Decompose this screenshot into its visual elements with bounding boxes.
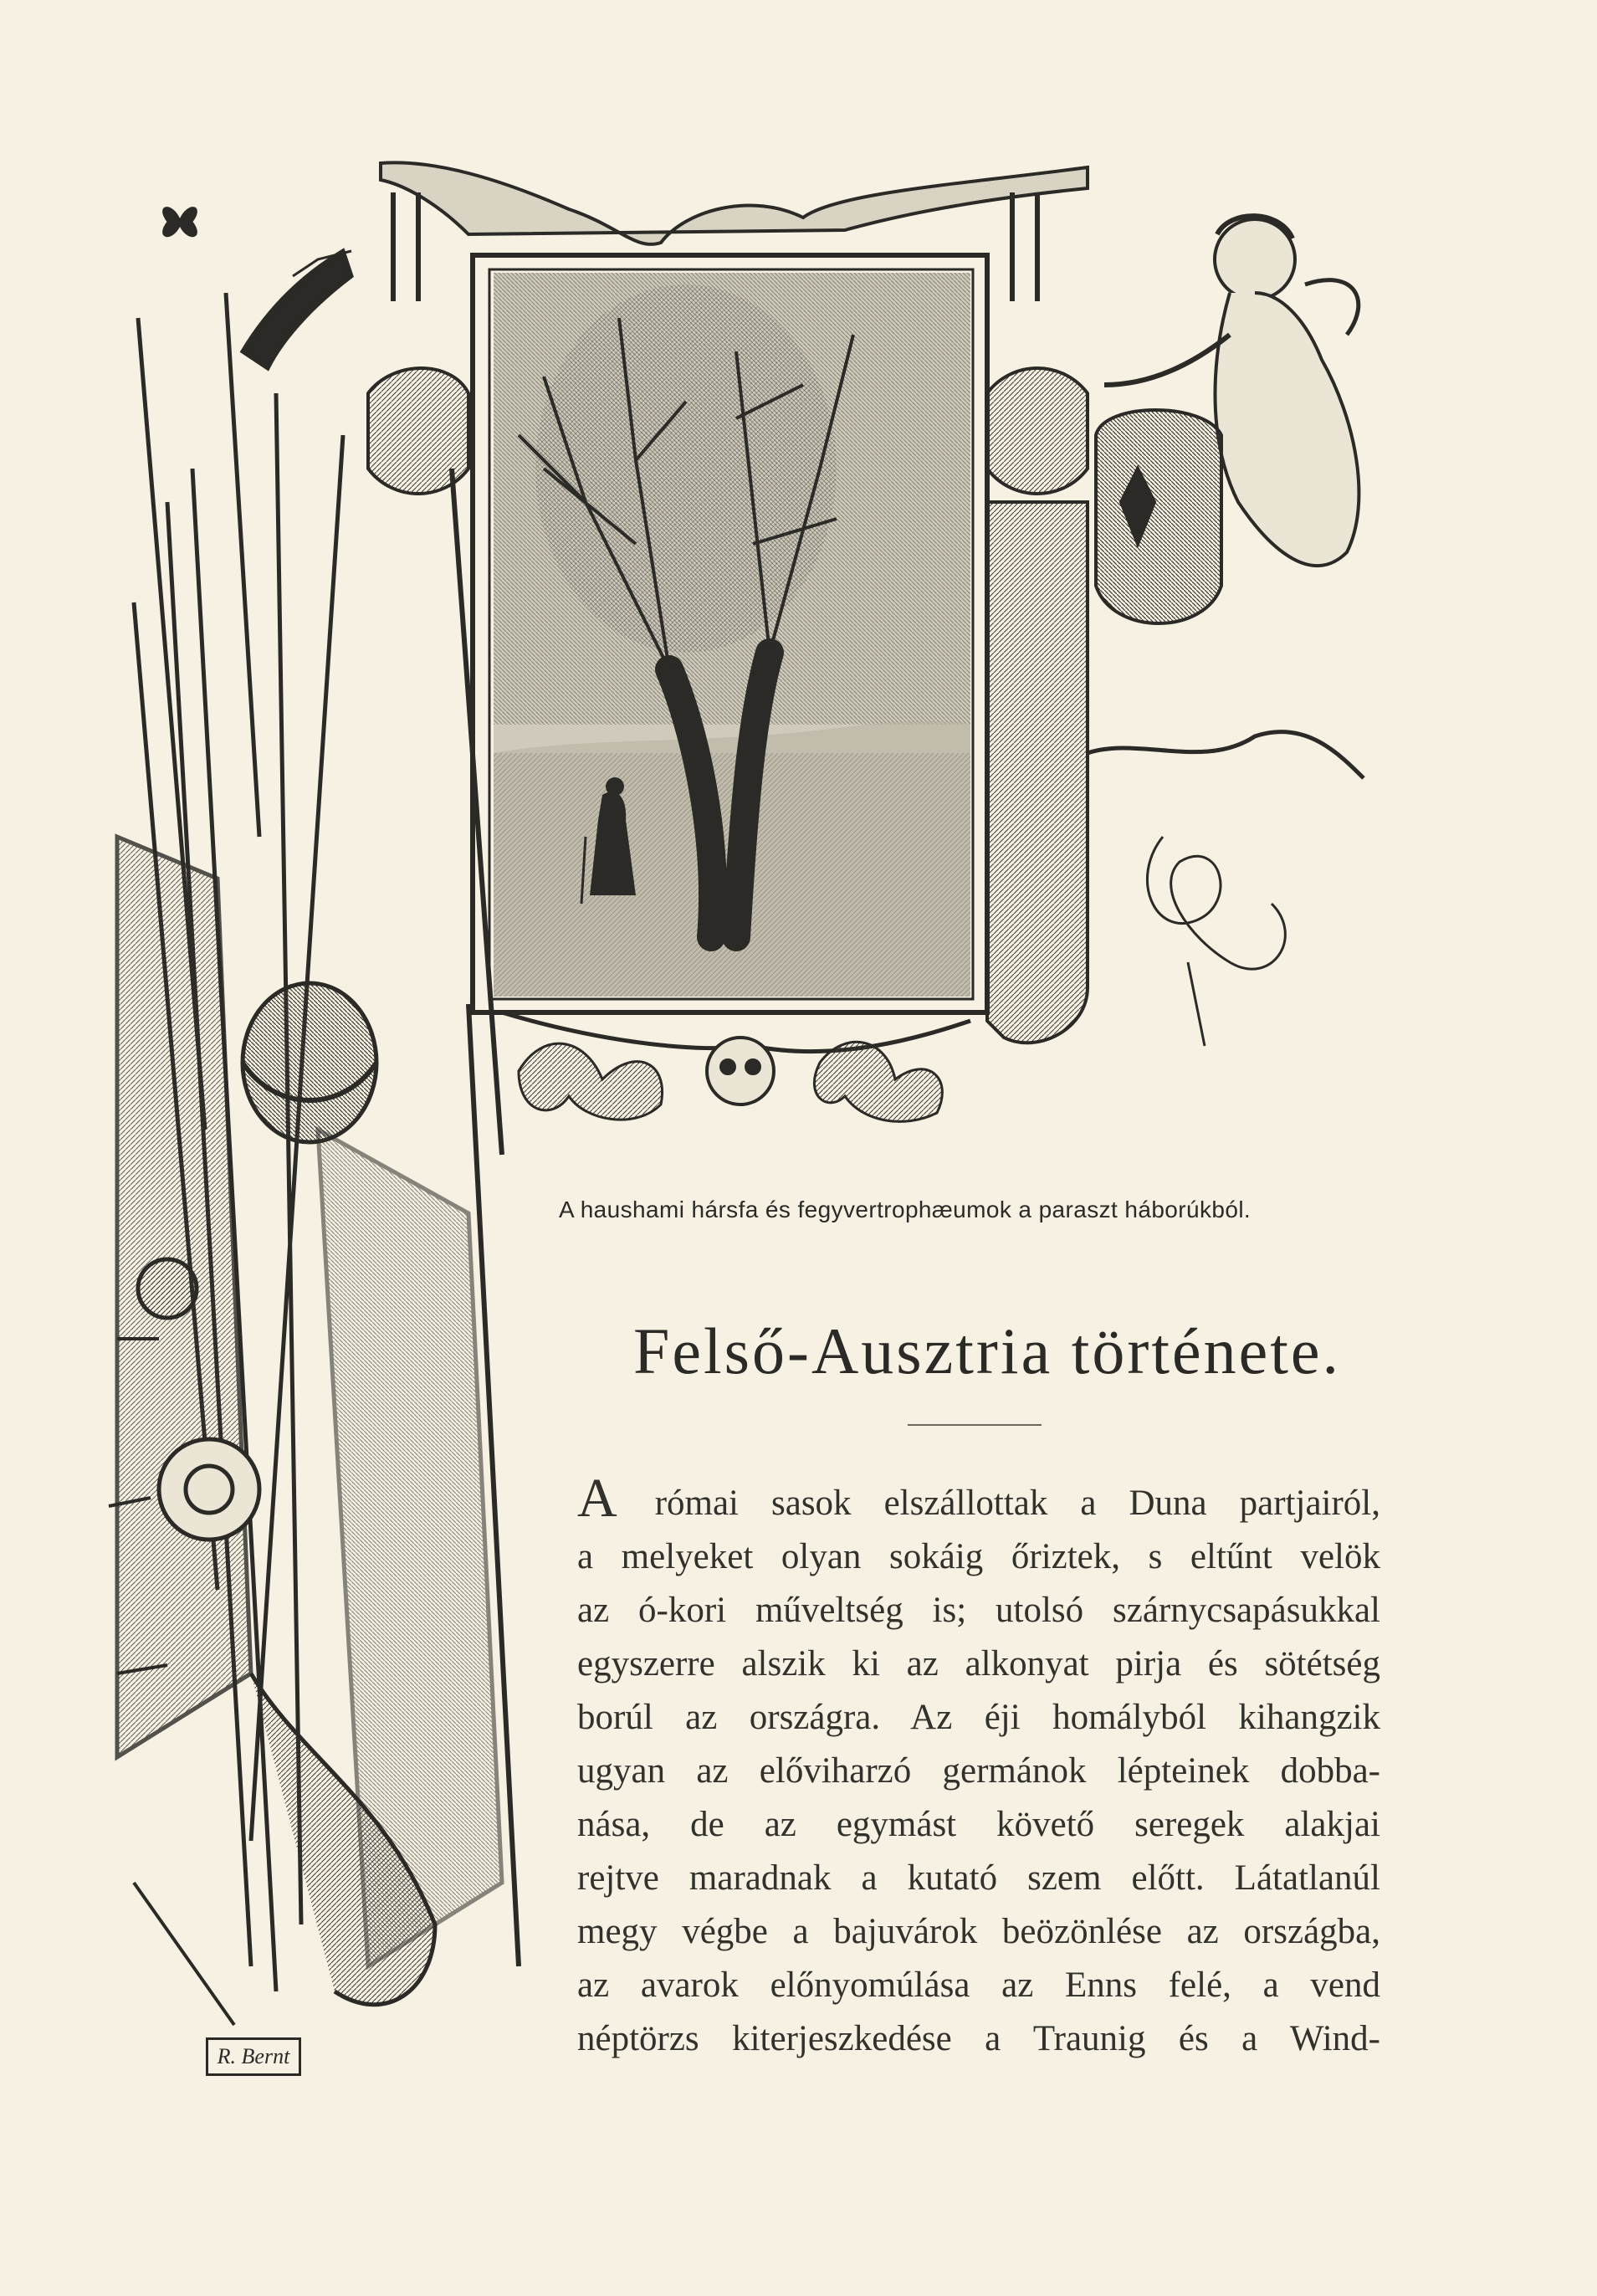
text-line: megy végbe a bajuvárok beözönlése az országba,	[577, 1912, 1380, 1951]
text-line: egyszerre alszik ki az alkonyat pirja és sötétség	[577, 1644, 1380, 1684]
text-line: ugyan az előviharzó germánok lépteinek dobba-	[577, 1751, 1380, 1791]
body-paragraph	[577, 1477, 1380, 2066]
cherub-with-coat-of-arms	[1088, 216, 1364, 1046]
text-line: borúl az országra. Az éji homályból kihangzik	[577, 1698, 1380, 1737]
text-line: rejtve maradnak a kutató szem előtt. Látatlanúl	[577, 1858, 1380, 1898]
weapon-trophy	[109, 251, 519, 2025]
butterfly-ornament	[163, 208, 197, 237]
text-line: nása, de az egymást követő seregek alakjai	[577, 1805, 1380, 1844]
text-line: az avarok előnyomúlása az Enns felé, a vend	[577, 1965, 1380, 2005]
text-line: A római sasok elszállottak a Duna partjairól,	[577, 1477, 1380, 1530]
artist-signature: R. Bernt	[206, 2037, 301, 2076]
title-divider	[908, 1424, 1042, 1426]
illustration-caption: A haushami hársfa és fegyvertrophæumok a paraszt háborúkból.	[559, 1197, 1251, 1222]
text-line: az ó-kori műveltség is; utolsó szárnycsapásukkal	[577, 1591, 1380, 1630]
tree-scene	[494, 273, 970, 997]
text-line: a melyeket olyan sokáig őriztek, s eltűnt velök	[577, 1537, 1380, 1576]
drop-cap: A	[577, 1477, 617, 1529]
text-line: néptörzs kiterjeszkedése a Traunig és a Wind-	[577, 2019, 1380, 2058]
chapter-title: Felső-Ausztria története.	[632, 1315, 1342, 1387]
